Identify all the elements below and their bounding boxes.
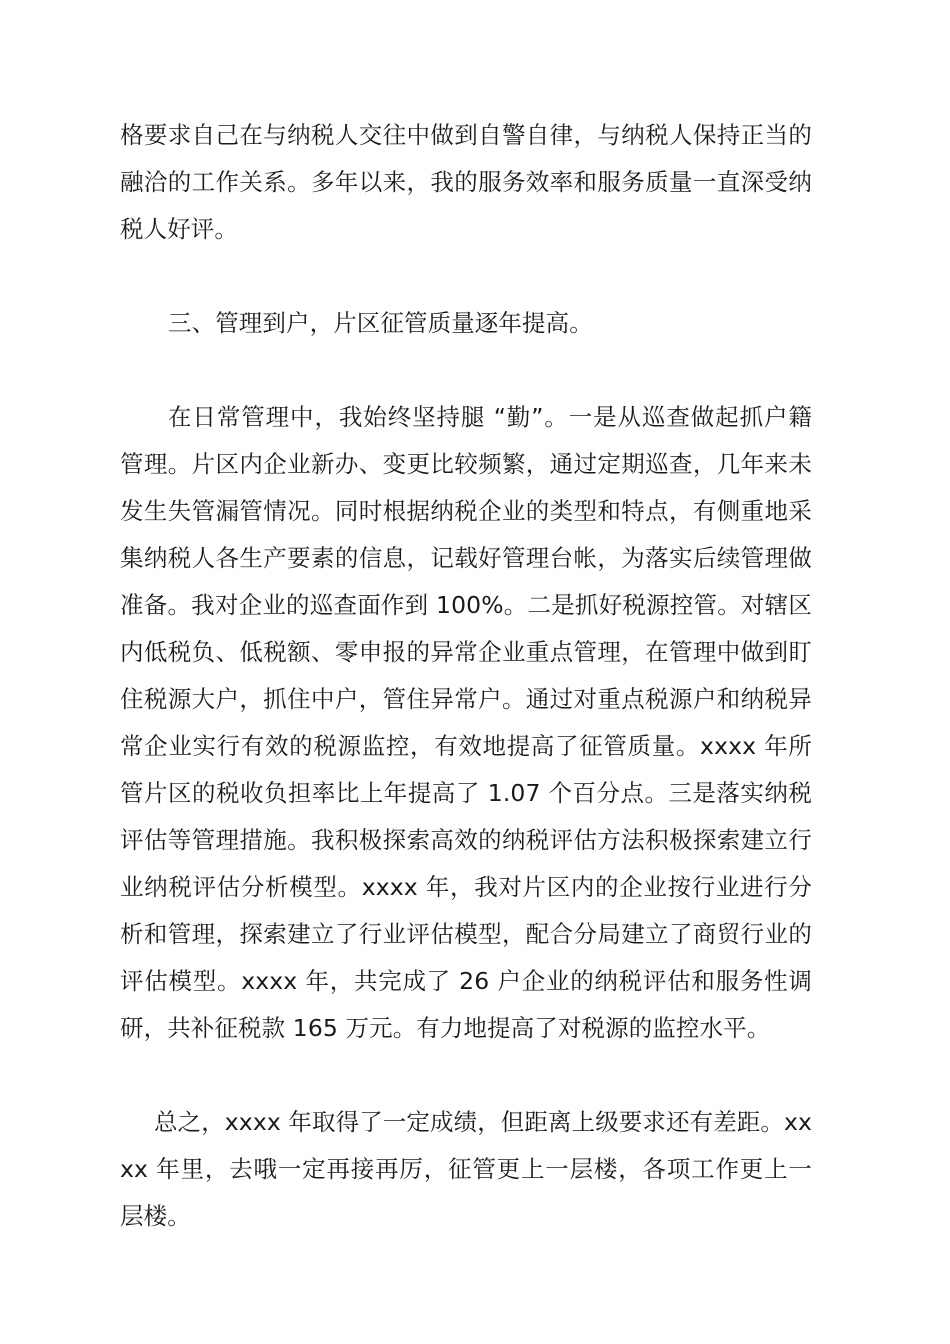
paragraph-continued: 格要求自己在与纳税人交往中做到自警自律，与纳税人保持正当的融洽的工作关系。多年以来，我的服务效率和服务质量一直深受纳税人好评。 <box>120 121 812 243</box>
paragraph-closing: 总之，xxxx 年取得了一定成绩，但距离上级要求还有差距。xxxx 年里，去哦一定再接再厉，征管更上一层楼，各项工作更上一层楼。 <box>120 1108 813 1230</box>
document-body <box>120 112 812 1240</box>
section-heading: 三、管理到户，片区征管质量逐年提高。 <box>168 309 593 337</box>
paragraph-spacer <box>120 253 812 300</box>
heading-spacer <box>120 347 812 394</box>
paragraph-body: 在日常管理中，我始终坚持腿 “勤”。一是从巡查做起抓户籍管理。片区内企业新办、变更比较频繁，通过定期巡查，几年来未发生失管漏管情况。同时根据纳税企业的类型和特点，有侧重地采集纳税人各生产要素的信息，记载好管理台帐，为落实后续管理做准备。我对企业的巡查面作到 100%。二是抓好税源控管。对辖区内低税负、低税额、零申报的异常企业重点管理，在管理中做到盯住税源大户，抓住中户，管住异常户。通过对重点税源户和纳税异常企业实行有效的税源监控，有效地提高了征管质量。xxxx 年所管片区的税收负担率比上年提高了 1.07 个百分点。三是落实纳税评估等管理措施。我积极探索高效的纳税评估方法积极探索建立行业纳税评估分析模型。xxxx 年，我对片区内的企业按行业进行分析和管理，探索建立了行业评估模型，配合分局建立了商贸行业的评估模型。xxxx 年，共完成了 26 户企业的纳税评估和服务性调研，共补征税款 165 万元。有力地提高了对税源的监控水平。 <box>120 403 812 1042</box>
body-spacer <box>120 1052 812 1099</box>
